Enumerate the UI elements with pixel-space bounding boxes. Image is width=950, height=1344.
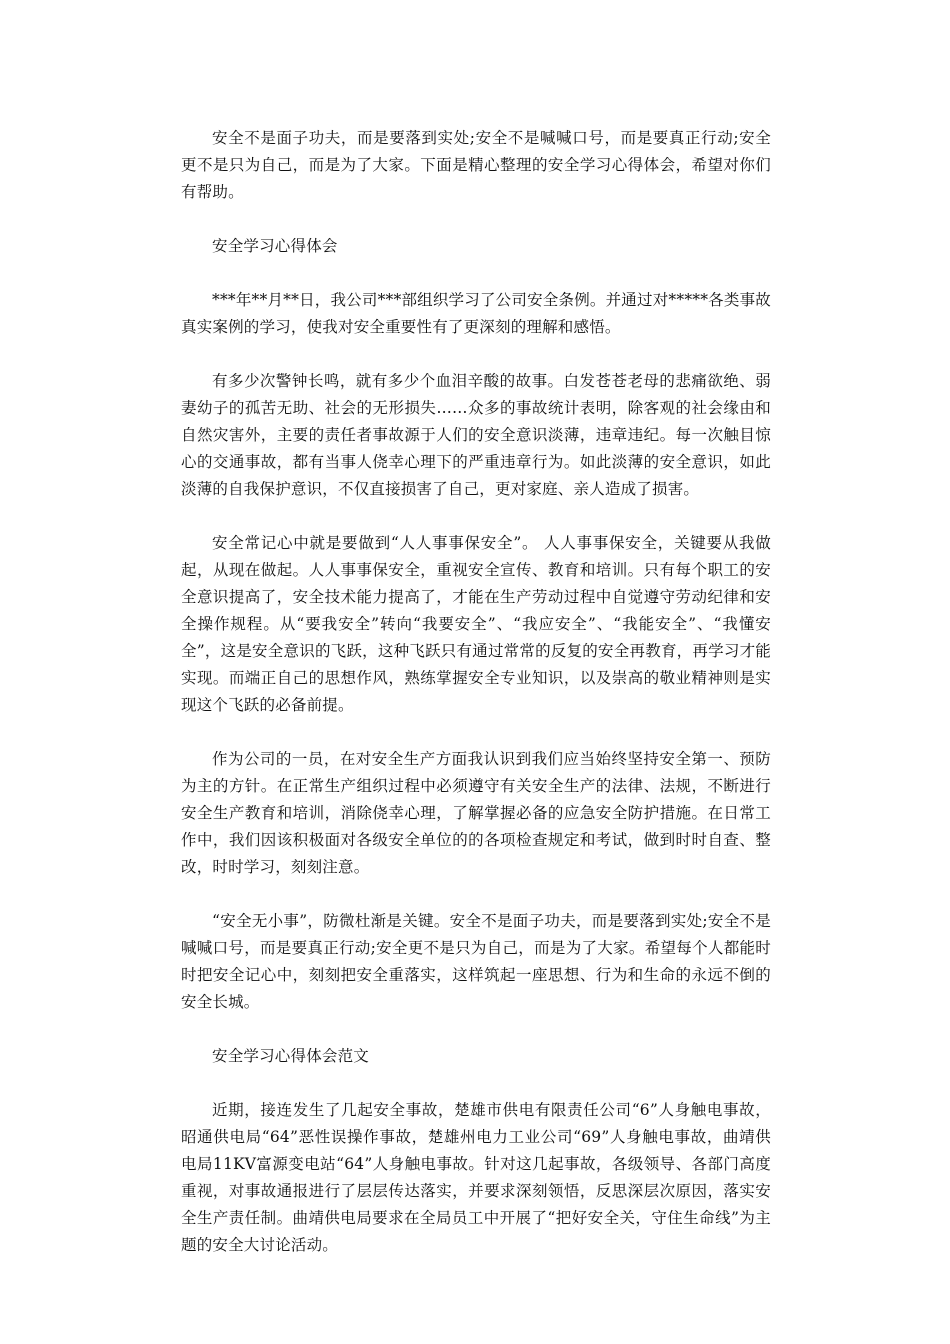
body-paragraph: “安全无小事”，防微杜渐是关键。安全不是面子功夫，而是要落到实处;安全不是喊喊口号，而是要真正行动;安全更不是只为自己，而是为了大家。希望每个人都能时时把安全记心中，刻刻把安全重落实，这样筑起一座思想、行为和生命的永远不倒的安全长城。 [181, 912, 771, 1011]
section-heading: 安全学习心得体会 [212, 237, 338, 255]
body-paragraph: 近期，接连发生了几起安全事故，楚雄市供电有限责任公司“6”人身触电事故，昭通供电局“64”恶性误操作事故，楚雄州电力工业公司“69”人身触电事故，曲靖供电局11KV富源变电站“64”人身触电事故。针对这几起事故，各级领导、各部门高度重视，对事故通报进行了层层传达落实，并要求深刻领悟，反思深层次原因，落实安全生产责任制。曲靖供电局要求在全局员工中开展了“把好安全关，守住生命线”为主题的安全大讨论活动。 [181, 1101, 771, 1254]
section-heading: 安全学习心得体会范文 [212, 1047, 370, 1065]
document-body [181, 125, 771, 1286]
body-paragraph: 安全常记心中就是要做到“人人事事保安全”。 人人事事保安全，关键要从我做起，从现在做起。人人事事保安全，重视安全宣传、教育和培训。只有每个职工的安全意识提高了，安全技术能力提高了，才能在生产劳动过程中自觉遵守劳动纪律和安全操作规程。从“要我安全”转向“我要安全”、“我应安全”、“我能安全”、“我懂安全”，这是安全意识的飞跃，这种飞跃只有通过常常的反复的安全再教育，再学习才能实现。而端正自己的思想作风，熟练掌握安全专业知识，以及崇高的敬业精神则是实现这个飞跃的必备前提。 [181, 534, 771, 714]
body-paragraph: ***年**月**日，我公司***部组织学习了公司安全条例。并通过对*****各类事故真实案例的学习，使我对安全重要性有了更深刻的理解和感悟。 [181, 291, 771, 336]
body-paragraph: 有多少次警钟长鸣，就有多少个血泪辛酸的故事。白发苍苍老母的悲痛欲绝、弱妻幼子的孤苦无助、社会的无形损失……众多的事故统计表明，除客观的社会缘由和自然灾害外，主要的责任者事故源于人们的安全意识淡薄，违章违纪。每一次触目惊心的交通事故，都有当事人侥幸心理下的严重违章行为。如此淡薄的安全意识，如此淡薄的自我保护意识，不仅直接损害了自己，更对家庭、亲人造成了损害。 [181, 372, 771, 498]
intro-paragraph: 安全不是面子功夫，而是要落到实处;安全不是喊喊口号，而是要真正行动;安全更不是只为自己，而是为了大家。下面是精心整理的安全学习心得体会，希望对你们有帮助。 [181, 129, 771, 201]
body-paragraph: 作为公司的一员，在对安全生产方面我认识到我们应当始终坚持安全第一、预防为主的方针。在正常生产组织过程中必须遵守有关安全生产的法律、法规，不断进行安全生产教育和培训，消除侥幸心理，了解掌握必备的应急安全防护措施。在日常工作中，我们因该积极面对各级安全单位的的各项检查规定和考试，做到时时自查、整改，时时学习，刻刻注意。 [181, 750, 771, 876]
